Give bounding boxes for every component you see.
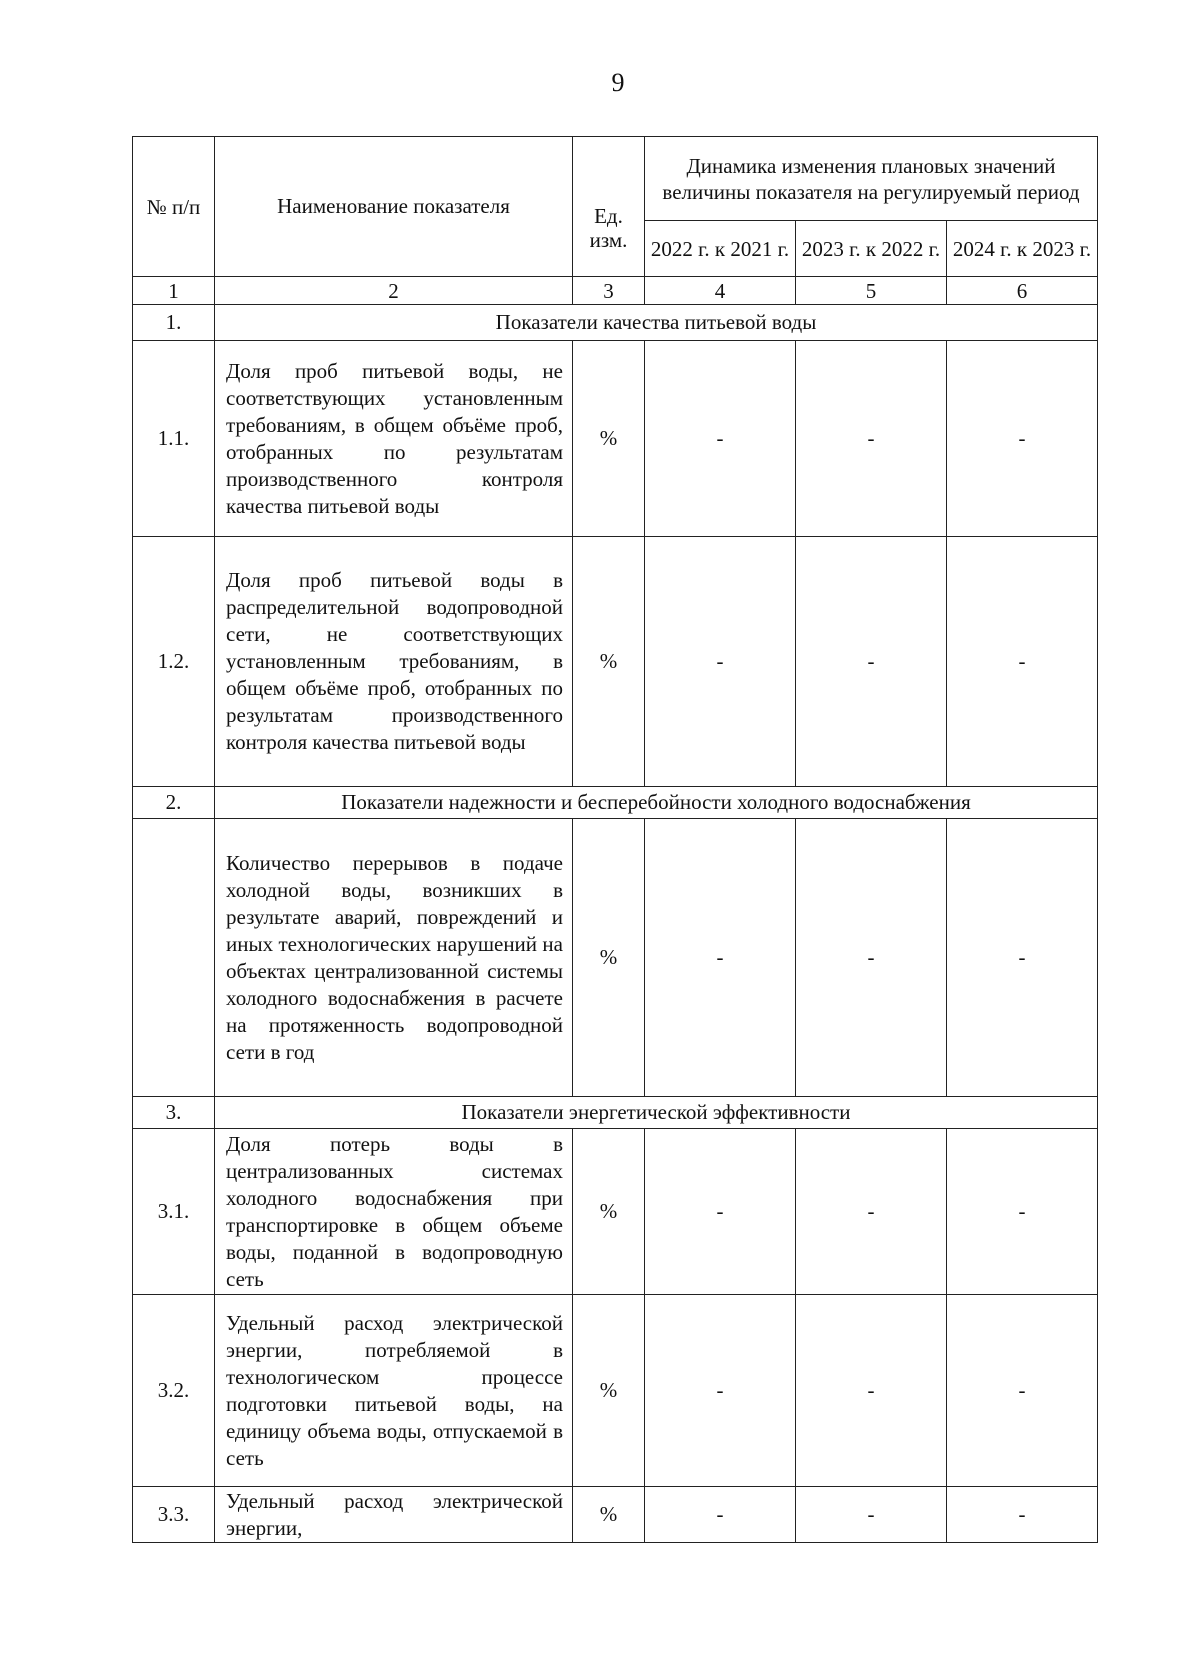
column-index: 2 [215, 277, 573, 305]
value-cell: - [645, 1295, 796, 1487]
page-number: 9 [611, 68, 625, 97]
section-num: 2. [133, 787, 215, 819]
section-row [133, 787, 1098, 819]
value-cell: - [947, 537, 1098, 787]
table-row [133, 341, 1098, 537]
unit-cell: % [573, 1129, 645, 1295]
value-cell: - [645, 341, 796, 537]
column-index-row [133, 277, 1098, 305]
value-cell: - [796, 1487, 947, 1543]
unit-cell: % [573, 341, 645, 537]
value-cell: - [947, 819, 1098, 1097]
header-year-2023: 2023 г. к 2022 г. [796, 221, 947, 277]
section-title: Показатели энергетической эффективности [215, 1097, 1098, 1129]
column-index: 6 [947, 277, 1098, 305]
value-cell: - [947, 1129, 1098, 1295]
section-num: 3. [133, 1097, 215, 1129]
value-cell: - [947, 1295, 1098, 1487]
section-title: Показатели надежности и бесперебойности холодного водоснабжения [215, 787, 1098, 819]
header-num: № п/п [133, 137, 215, 277]
indicator-name: Удельный расход электрической энергии, потребляемой в технологическом процессе подготовки питьевой воды, на единицу объема воды, отпускаемой в сеть [215, 1295, 573, 1487]
row-num [133, 819, 215, 1097]
value-cell: - [796, 341, 947, 537]
indicator-name: Удельный расход электрической энергии, [215, 1487, 573, 1543]
table-row [133, 1129, 1098, 1295]
column-index: 3 [573, 277, 645, 305]
value-cell: - [645, 1487, 796, 1543]
header-year-2022: 2022 г. к 2021 г. [645, 221, 796, 277]
indicator-name: Доля проб питьевой воды в распределительной водопроводной сети, не соответствующих установленным требованиям, в общем объёме проб, отобранных по результатам производственного контроля качества питьевой воды [215, 537, 573, 787]
header-name: Наименование показателя [215, 137, 573, 277]
value-cell: - [645, 537, 796, 787]
indicator-name: Доля проб питьевой воды, не соответствующих установленным требованиям, в общем объёме проб, отобранных по результатам производственного контроля качества питьевой воды [215, 341, 573, 537]
value-cell: - [645, 1129, 796, 1295]
column-index: 4 [645, 277, 796, 305]
value-cell: - [796, 537, 947, 787]
table-row [133, 1295, 1098, 1487]
value-cell: - [947, 1487, 1098, 1543]
table-row [133, 1487, 1098, 1543]
unit-cell: % [573, 819, 645, 1097]
value-cell: - [796, 1129, 947, 1295]
section-row [133, 1097, 1098, 1129]
value-cell: - [796, 1295, 947, 1487]
row-num: 1.1. [133, 341, 215, 537]
indicator-name: Количество перерывов в подаче холодной воды, возникших в результате аварий, повреждений и иных технологических нарушений на объектах централизованной системы холодного водоснабжения в расчете на протяженность водопроводной сети в год [215, 819, 573, 1097]
unit-cell: % [573, 537, 645, 787]
table-row [133, 537, 1098, 787]
indicators-table [132, 136, 1098, 1543]
unit-cell: % [573, 1295, 645, 1487]
value-cell: - [796, 819, 947, 1097]
table-row [133, 819, 1098, 1097]
column-index: 5 [796, 277, 947, 305]
header-row [133, 137, 1098, 221]
header-year-2024: 2024 г. к 2023 г. [947, 221, 1098, 277]
indicator-name: Доля потерь воды в централизованных системах холодного водоснабжения при транспортировке в общем объеме воды, поданной в водопроводную сеть [215, 1129, 573, 1295]
row-num: 3.2. [133, 1295, 215, 1487]
row-num: 3.1. [133, 1129, 215, 1295]
value-cell: - [645, 819, 796, 1097]
section-row [133, 305, 1098, 341]
row-num: 1.2. [133, 537, 215, 787]
row-num: 3.3. [133, 1487, 215, 1543]
header-dynamics: Динамика изменения плановых значений величины показателя на регулируемый период [645, 137, 1098, 221]
unit-cell: % [573, 1487, 645, 1543]
header-unit: Ед. изм. [573, 137, 645, 277]
column-index: 1 [133, 277, 215, 305]
value-cell: - [947, 341, 1098, 537]
section-num: 1. [133, 305, 215, 341]
section-title: Показатели качества питьевой воды [215, 305, 1098, 341]
